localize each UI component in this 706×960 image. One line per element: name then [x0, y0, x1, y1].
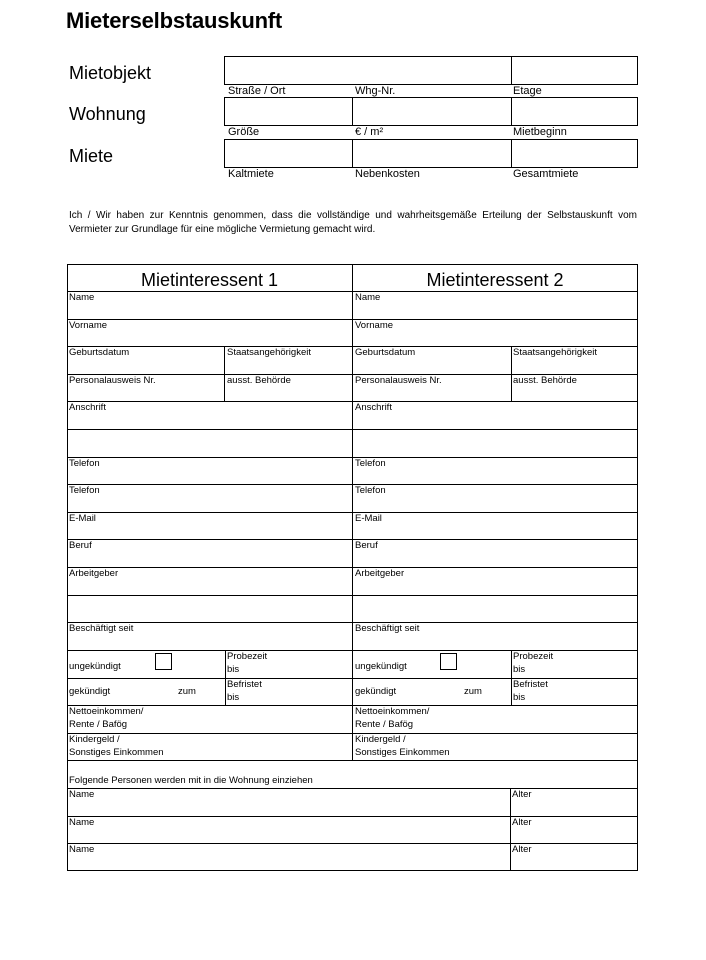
a2-befristet-label: Befristet — [513, 679, 548, 690]
a2-staatsangehoerigkeit-label: Staatsangehörigkeit — [513, 347, 597, 358]
etage-label: Etage — [513, 85, 542, 97]
a2-beschaeftigt-label: Beschäftigt seit — [355, 623, 420, 634]
a1-befristet-bis-label: bis — [227, 692, 240, 703]
a1-ungekuendigt-checkbox[interactable] — [155, 653, 172, 670]
applicant1-heading: Mietinteressent 1 — [140, 270, 279, 290]
a1-kindergeld2-label: Sonstiges Einkommen — [69, 747, 164, 758]
column-divider — [224, 346, 225, 402]
a1-netto2-label: Rente / Bafög — [69, 719, 128, 730]
a2-befristet-bis-label: bis — [513, 692, 526, 703]
row-divider — [67, 816, 638, 817]
a2-kindergeld1-label: Kindergeld / — [355, 734, 406, 745]
person1-name-label: Name — [69, 789, 95, 800]
kaltmiete-field[interactable] — [224, 139, 353, 168]
column-divider — [511, 650, 512, 706]
row-divider — [67, 788, 638, 789]
whg-nr-label: Whg-Nr. — [355, 85, 396, 97]
column-divider — [352, 264, 353, 761]
a1-befristet-label: Befristet — [227, 679, 262, 690]
a1-gekuendigt-label: gekündigt — [69, 686, 111, 697]
nebenkosten-field[interactable] — [352, 139, 512, 168]
label-miete: Miete — [69, 146, 114, 166]
a2-personalausweis-label: Personalausweis Nr. — [355, 375, 442, 386]
a2-netto1-label: Nettoeinkommen/ — [355, 706, 430, 717]
a2-geburtsdatum-label: Geburtsdatum — [355, 347, 416, 358]
person3-name-label: Name — [69, 844, 95, 855]
a1-email-label: E-Mail — [69, 513, 96, 524]
a1-anschrift-label: Anschrift — [69, 402, 106, 413]
a1-probezeit-label: Probezeit — [227, 651, 268, 662]
gesamtmiete-label: Gesamtmiete — [513, 168, 579, 180]
mietbeginn-label: Mietbeginn — [513, 126, 567, 138]
column-divider — [510, 788, 511, 871]
label-wohnung: Wohnung — [69, 104, 146, 124]
a2-probezeit-label: Probezeit — [513, 651, 554, 662]
disclaimer-text: Ich / Wir haben zur Kenntnis genommen, dass die vollständige und wahrheitsgemäße Erteilung der Selbstauskunft vom Vermieter zur Grundlage für eine mögliche Vermietung gemacht wird. — [69, 210, 637, 235]
a1-ungekuendigt-label: ungekündigt — [69, 661, 121, 672]
a1-kindergeld1-label: Kindergeld / — [69, 734, 120, 745]
a2-telefon1-label: Telefon — [355, 458, 386, 469]
a2-behoerde-label: ausst. Behörde — [513, 375, 577, 386]
a1-zum-label: zum — [178, 686, 196, 697]
a2-zum-label: zum — [464, 686, 482, 697]
strasse-ort-field[interactable] — [224, 56, 512, 85]
person2-alter-label: Alter — [512, 817, 532, 828]
person3-alter-label: Alter — [512, 844, 532, 855]
a1-name-label: Name — [69, 292, 95, 303]
a2-beruf-label: Beruf — [355, 540, 378, 551]
gesamtmiete-field[interactable] — [511, 139, 638, 168]
a2-kindergeld2-label: Sonstiges Einkommen — [355, 747, 450, 758]
a2-ungekuendigt-checkbox[interactable] — [440, 653, 457, 670]
a1-vorname-label: Vorname — [69, 320, 108, 331]
a2-name-label: Name — [355, 292, 381, 303]
column-divider — [225, 650, 226, 706]
applicant2-heading: Mietinteressent 2 — [426, 270, 564, 290]
column-divider — [511, 346, 512, 402]
a2-netto2-label: Rente / Bafög — [355, 719, 414, 730]
person2-name-label: Name — [69, 817, 95, 828]
a1-personalausweis-label: Personalausweis Nr. — [69, 375, 156, 386]
row-divider — [67, 843, 638, 844]
a2-ungekuendigt-label: ungekündigt — [355, 661, 407, 672]
a2-gekuendigt-label: gekündigt — [355, 686, 397, 697]
euro-m2-field[interactable] — [352, 97, 512, 126]
page-title: Mieterselbstauskunft — [66, 8, 283, 33]
groesse-label: Größe — [228, 126, 260, 138]
a2-email-label: E-Mail — [355, 513, 382, 524]
persons-header: Folgende Personen werden mit in die Wohnung einziehen — [69, 775, 313, 786]
a1-netto1-label: Nettoeinkommen/ — [69, 706, 144, 717]
label-mietobjekt: Mietobjekt — [69, 63, 152, 83]
person1-alter-label: Alter — [512, 789, 532, 800]
groesse-field[interactable] — [224, 97, 353, 126]
a1-beschaeftigt-label: Beschäftigt seit — [69, 623, 134, 634]
strasse-ort-label: Straße / Ort — [228, 85, 286, 97]
a2-anschrift-label: Anschrift — [355, 402, 392, 413]
mietbeginn-field[interactable] — [511, 97, 638, 126]
a1-telefon2-label: Telefon — [69, 485, 100, 496]
a1-behoerde-label: ausst. Behörde — [227, 375, 291, 386]
a1-geburtsdatum-label: Geburtsdatum — [69, 347, 130, 358]
euro-m2-label: € / m² — [355, 126, 384, 138]
a2-probezeit-bis-label: bis — [513, 664, 526, 675]
a1-probezeit-bis-label: bis — [227, 664, 240, 675]
a1-arbeitgeber-label: Arbeitgeber — [69, 568, 119, 579]
a2-arbeitgeber-label: Arbeitgeber — [355, 568, 405, 579]
kaltmiete-label: Kaltmiete — [228, 168, 274, 180]
nebenkosten-label: Nebenkosten — [355, 168, 420, 180]
a1-telefon1-label: Telefon — [69, 458, 100, 469]
a2-telefon2-label: Telefon — [355, 485, 386, 496]
a1-staatsangehoerigkeit-label: Staatsangehörigkeit — [227, 347, 311, 358]
a1-beruf-label: Beruf — [69, 540, 92, 551]
a2-vorname-label: Vorname — [355, 320, 394, 331]
etage-field[interactable] — [511, 56, 638, 85]
